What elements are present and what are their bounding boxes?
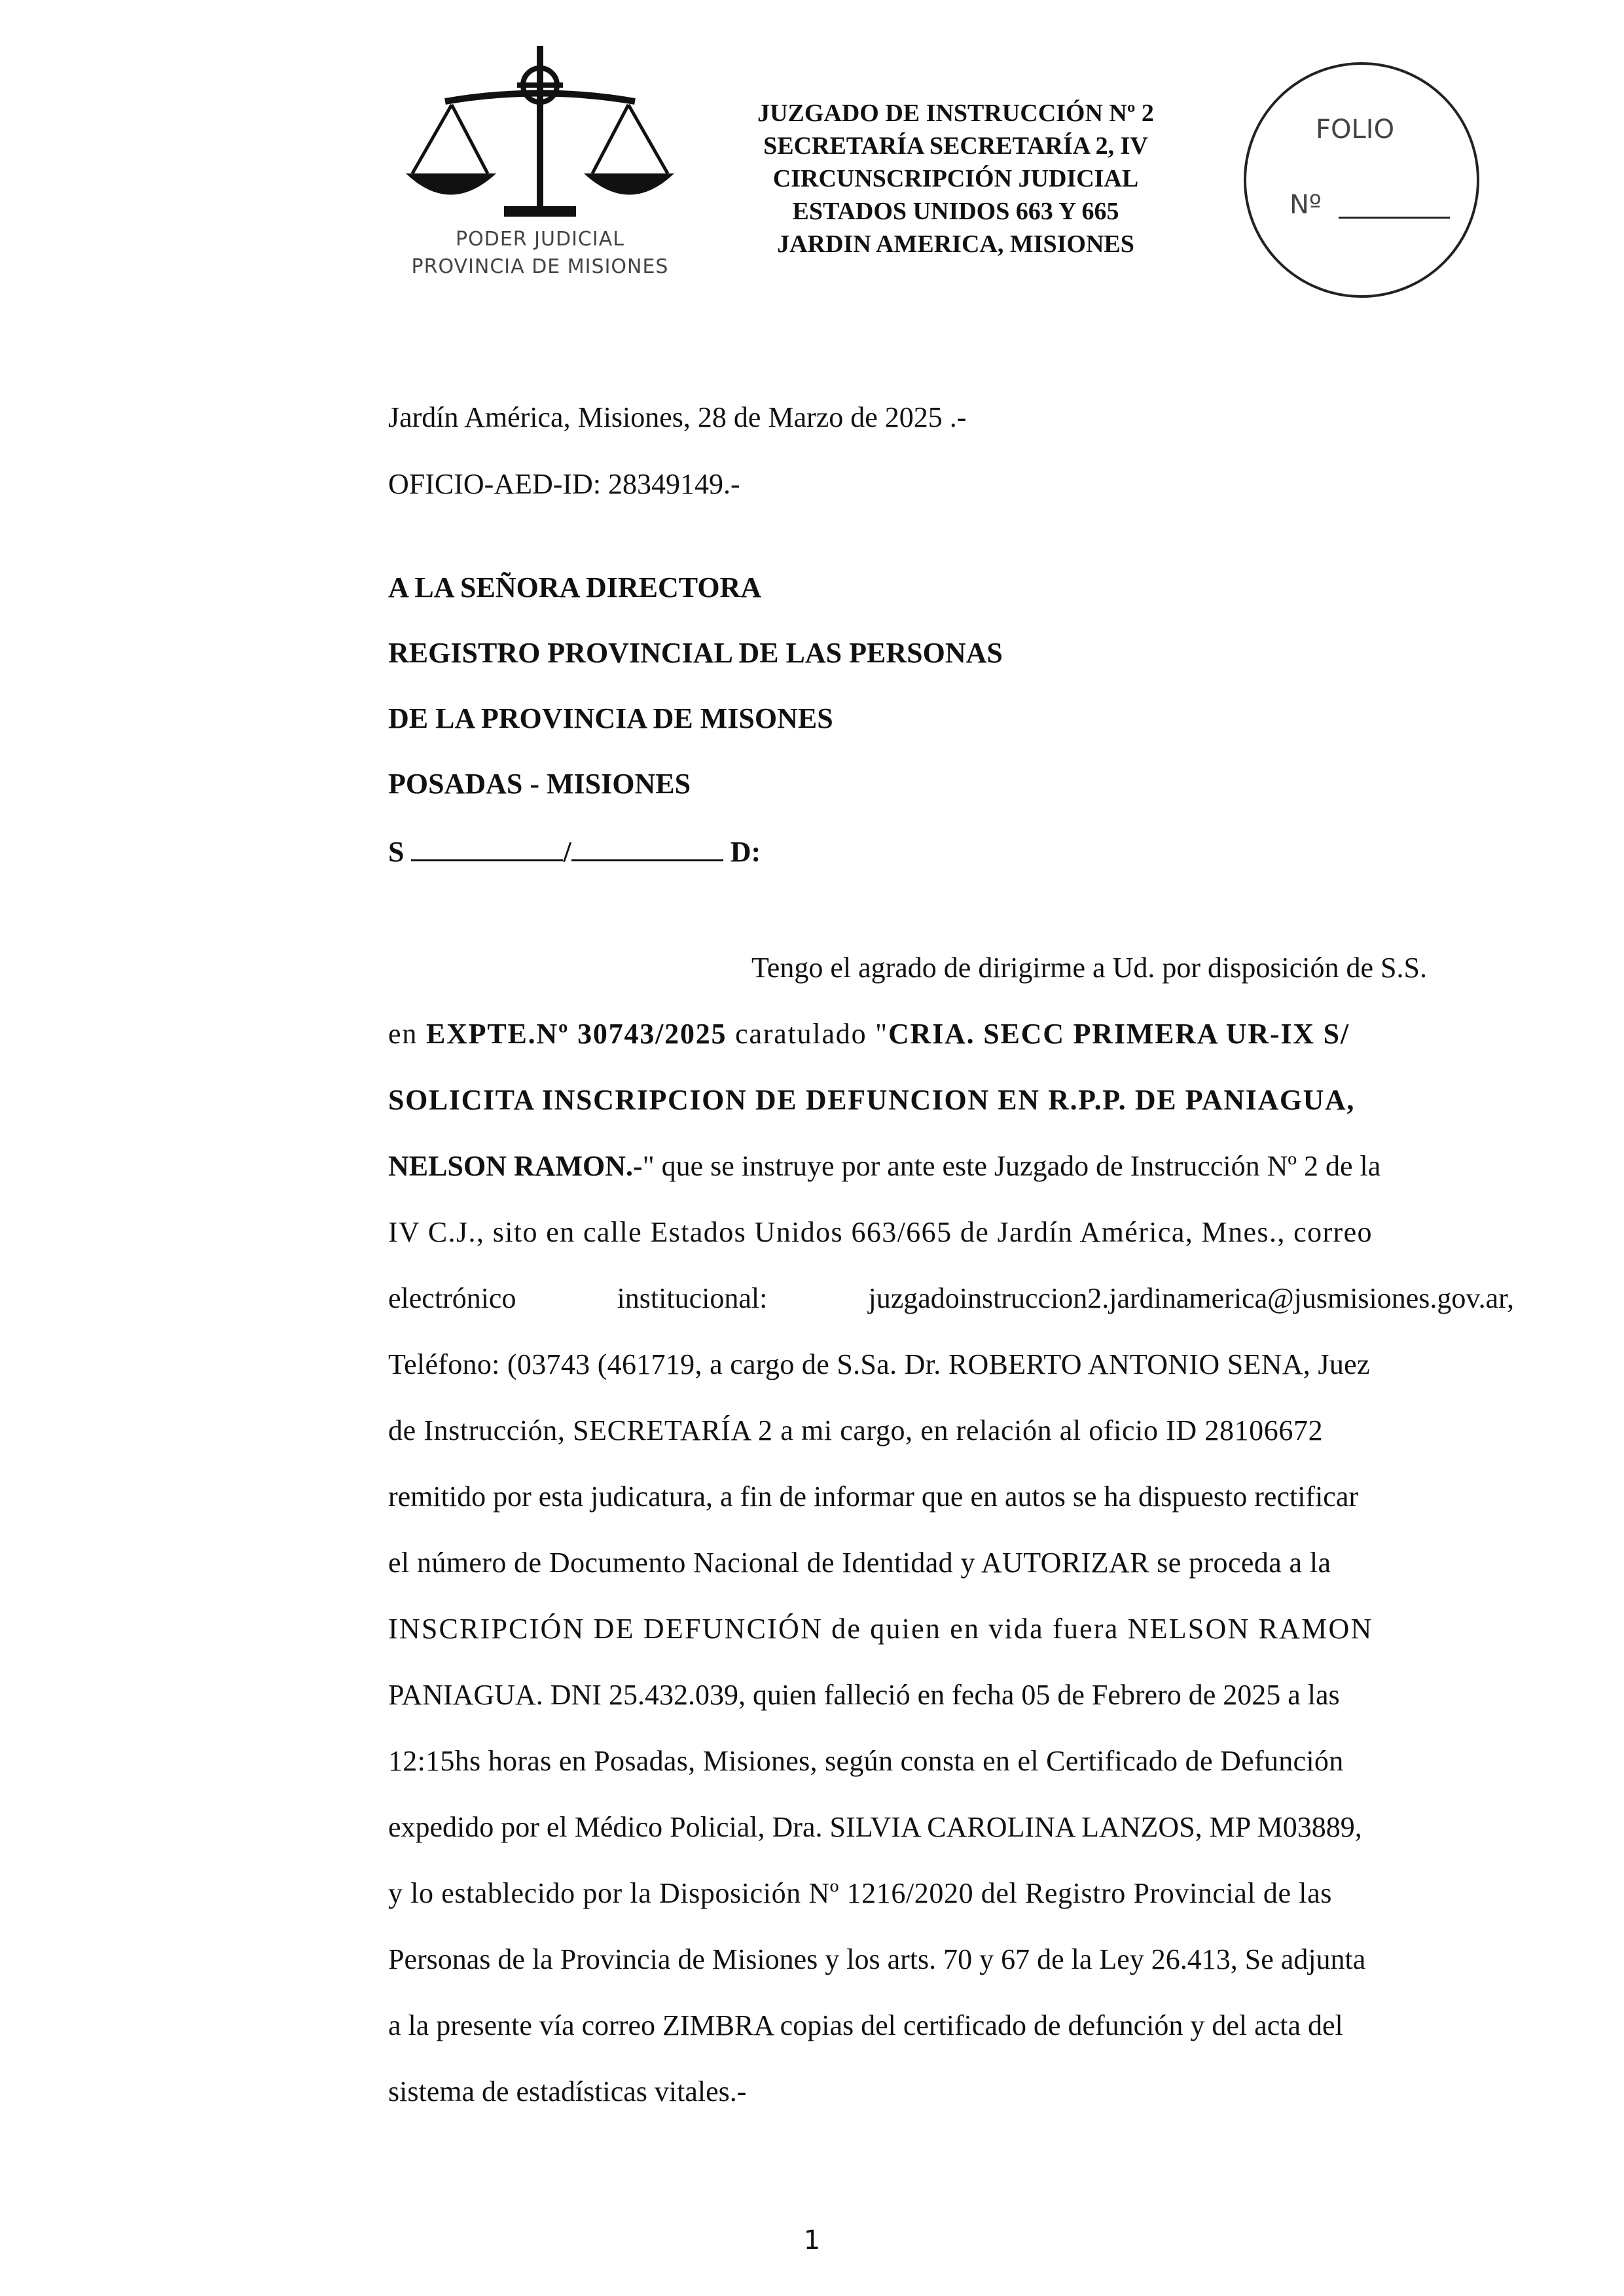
body-line: remitido por esta judicatura, a fin de informar que en autos se ha dispuesto rectificar	[388, 1480, 1359, 1513]
oficio-id: OFICIO-AED-ID: 28349149.-	[388, 468, 740, 500]
place-date: Jardín América, Misiones, 28 de Marzo de 2025 .-	[388, 401, 967, 433]
court-header-line: JUZGADO DE INSTRUCCIÓN Nº 2	[757, 99, 1154, 127]
case-title-end: NELSON RAMON.-	[388, 1150, 643, 1182]
court-header	[694, 97, 1218, 260]
logo-text-poder-judicial: PODER JUDICIAL	[456, 228, 624, 251]
body-line: a la presente vía correo ZIMBRA copias del certificado de defunción y del acta del	[388, 2009, 1343, 2041]
recipient-line: REGISTRO PROVINCIAL DE LAS PERSONAS	[388, 637, 1003, 669]
body-text-fragment: en	[388, 1018, 426, 1050]
institutional-email: juzgadoinstruccion2.jardinamerica@jusmisiones.gov.ar,	[868, 1282, 1514, 1314]
body-line: 12:15hs horas en Posadas, Misiones, según consta en el Certificado de Defunción	[388, 1745, 1344, 1777]
expediente-number: EXPTE.Nº 30743/2025	[425, 1018, 727, 1050]
recipient-line: A LA SEÑORA DIRECTORA	[388, 571, 762, 603]
court-header-line: ESTADOS UNIDOS 663 Y 665	[792, 198, 1119, 225]
body-line: expedido por el Médico Policial, Dra. SILVIA CAROLINA LANZOS, MP M03889,	[388, 1811, 1362, 1843]
body-line: sistema de estadísticas vitales.-	[388, 2075, 747, 2108]
court-header-line: SECRETARÍA SECRETARÍA 2, IV	[763, 132, 1148, 160]
case-title-line: SOLICITA INSCRIPCION DE DEFUNCION EN R.P.P. DE PANIAGUA,	[388, 1084, 1356, 1116]
body-line: Personas de la Provincia de Misiones y los arts. 70 y 67 de la Ley 26.413, Se adjunta	[388, 1943, 1366, 1975]
salutation-slash: /	[563, 836, 571, 868]
body-line	[388, 1265, 1514, 1331]
court-header-line: CIRCUNSCRIPCIÓN JUDICIAL	[772, 165, 1139, 192]
body-text-fragment: caratulado "	[727, 1018, 888, 1050]
body-line: y lo establecido por la Disposición Nº 1216/2020 del Registro Provincial de las	[388, 1877, 1332, 1909]
body-line: Teléfono: (03743 (461719, a cargo de S.Sa. Dr. ROBERTO ANTONIO SENA, Juez	[388, 1348, 1370, 1380]
court-header-line: JARDIN AMERICA, MISIONES	[777, 230, 1134, 258]
salutation-s: S	[388, 836, 405, 868]
body-line: PANIAGUA. DNI 25.432.039, quien falleció en fecha 05 de Febrero de 2025 a las	[388, 1679, 1340, 1711]
folio-label: FOLIO	[1316, 115, 1395, 145]
body-line	[388, 1001, 1514, 1067]
salutation-d: D:	[730, 836, 761, 868]
body-line: Tengo el agrado de dirigirme a Ud. por disposición de S.S.	[751, 952, 1427, 984]
body-line: de Instrucción, SECRETARÍA 2 a mi cargo, en relación al oficio ID 28106672	[388, 1414, 1324, 1446]
letter-body	[388, 935, 1514, 2125]
folio-stamp	[1244, 62, 1479, 298]
body-text-fragment: institucional:	[617, 1282, 768, 1314]
folio-number-blank	[1339, 217, 1450, 219]
body-text-fragment: electrónico	[388, 1282, 516, 1314]
salutation	[388, 833, 761, 869]
poder-judicial-logo	[399, 39, 681, 295]
salutation-blank	[411, 833, 563, 861]
folio-number-label: Nº	[1290, 190, 1322, 220]
body-line: el número de Documento Nacional de Identidad y AUTORIZAR se proceda a la	[388, 1547, 1331, 1579]
logo-text-provincia: PROVINCIA DE MISIONES	[411, 255, 669, 278]
body-line: IV C.J., sito en calle Estados Unidos 663/665 de Jardín América, Mnes., correo	[388, 1216, 1373, 1248]
body-line	[388, 1133, 1514, 1199]
recipient-line: POSADAS - MISIONES	[388, 768, 691, 800]
page-number: 1	[803, 2225, 821, 2255]
body-line: INSCRIPCIÓN DE DEFUNCIÓN de quien en vida fuera NELSON RAMON	[388, 1613, 1373, 1645]
folio-circle	[1244, 62, 1479, 298]
case-title: CRIA. SECC PRIMERA UR-IX S/	[888, 1018, 1350, 1050]
body-text-fragment: " que se instruye por ante este Juzgado de Instrucción Nº 2 de la	[642, 1150, 1381, 1182]
salutation-blank	[571, 833, 723, 861]
recipient-line: DE LA PROVINCIA DE MISONES	[388, 702, 833, 734]
